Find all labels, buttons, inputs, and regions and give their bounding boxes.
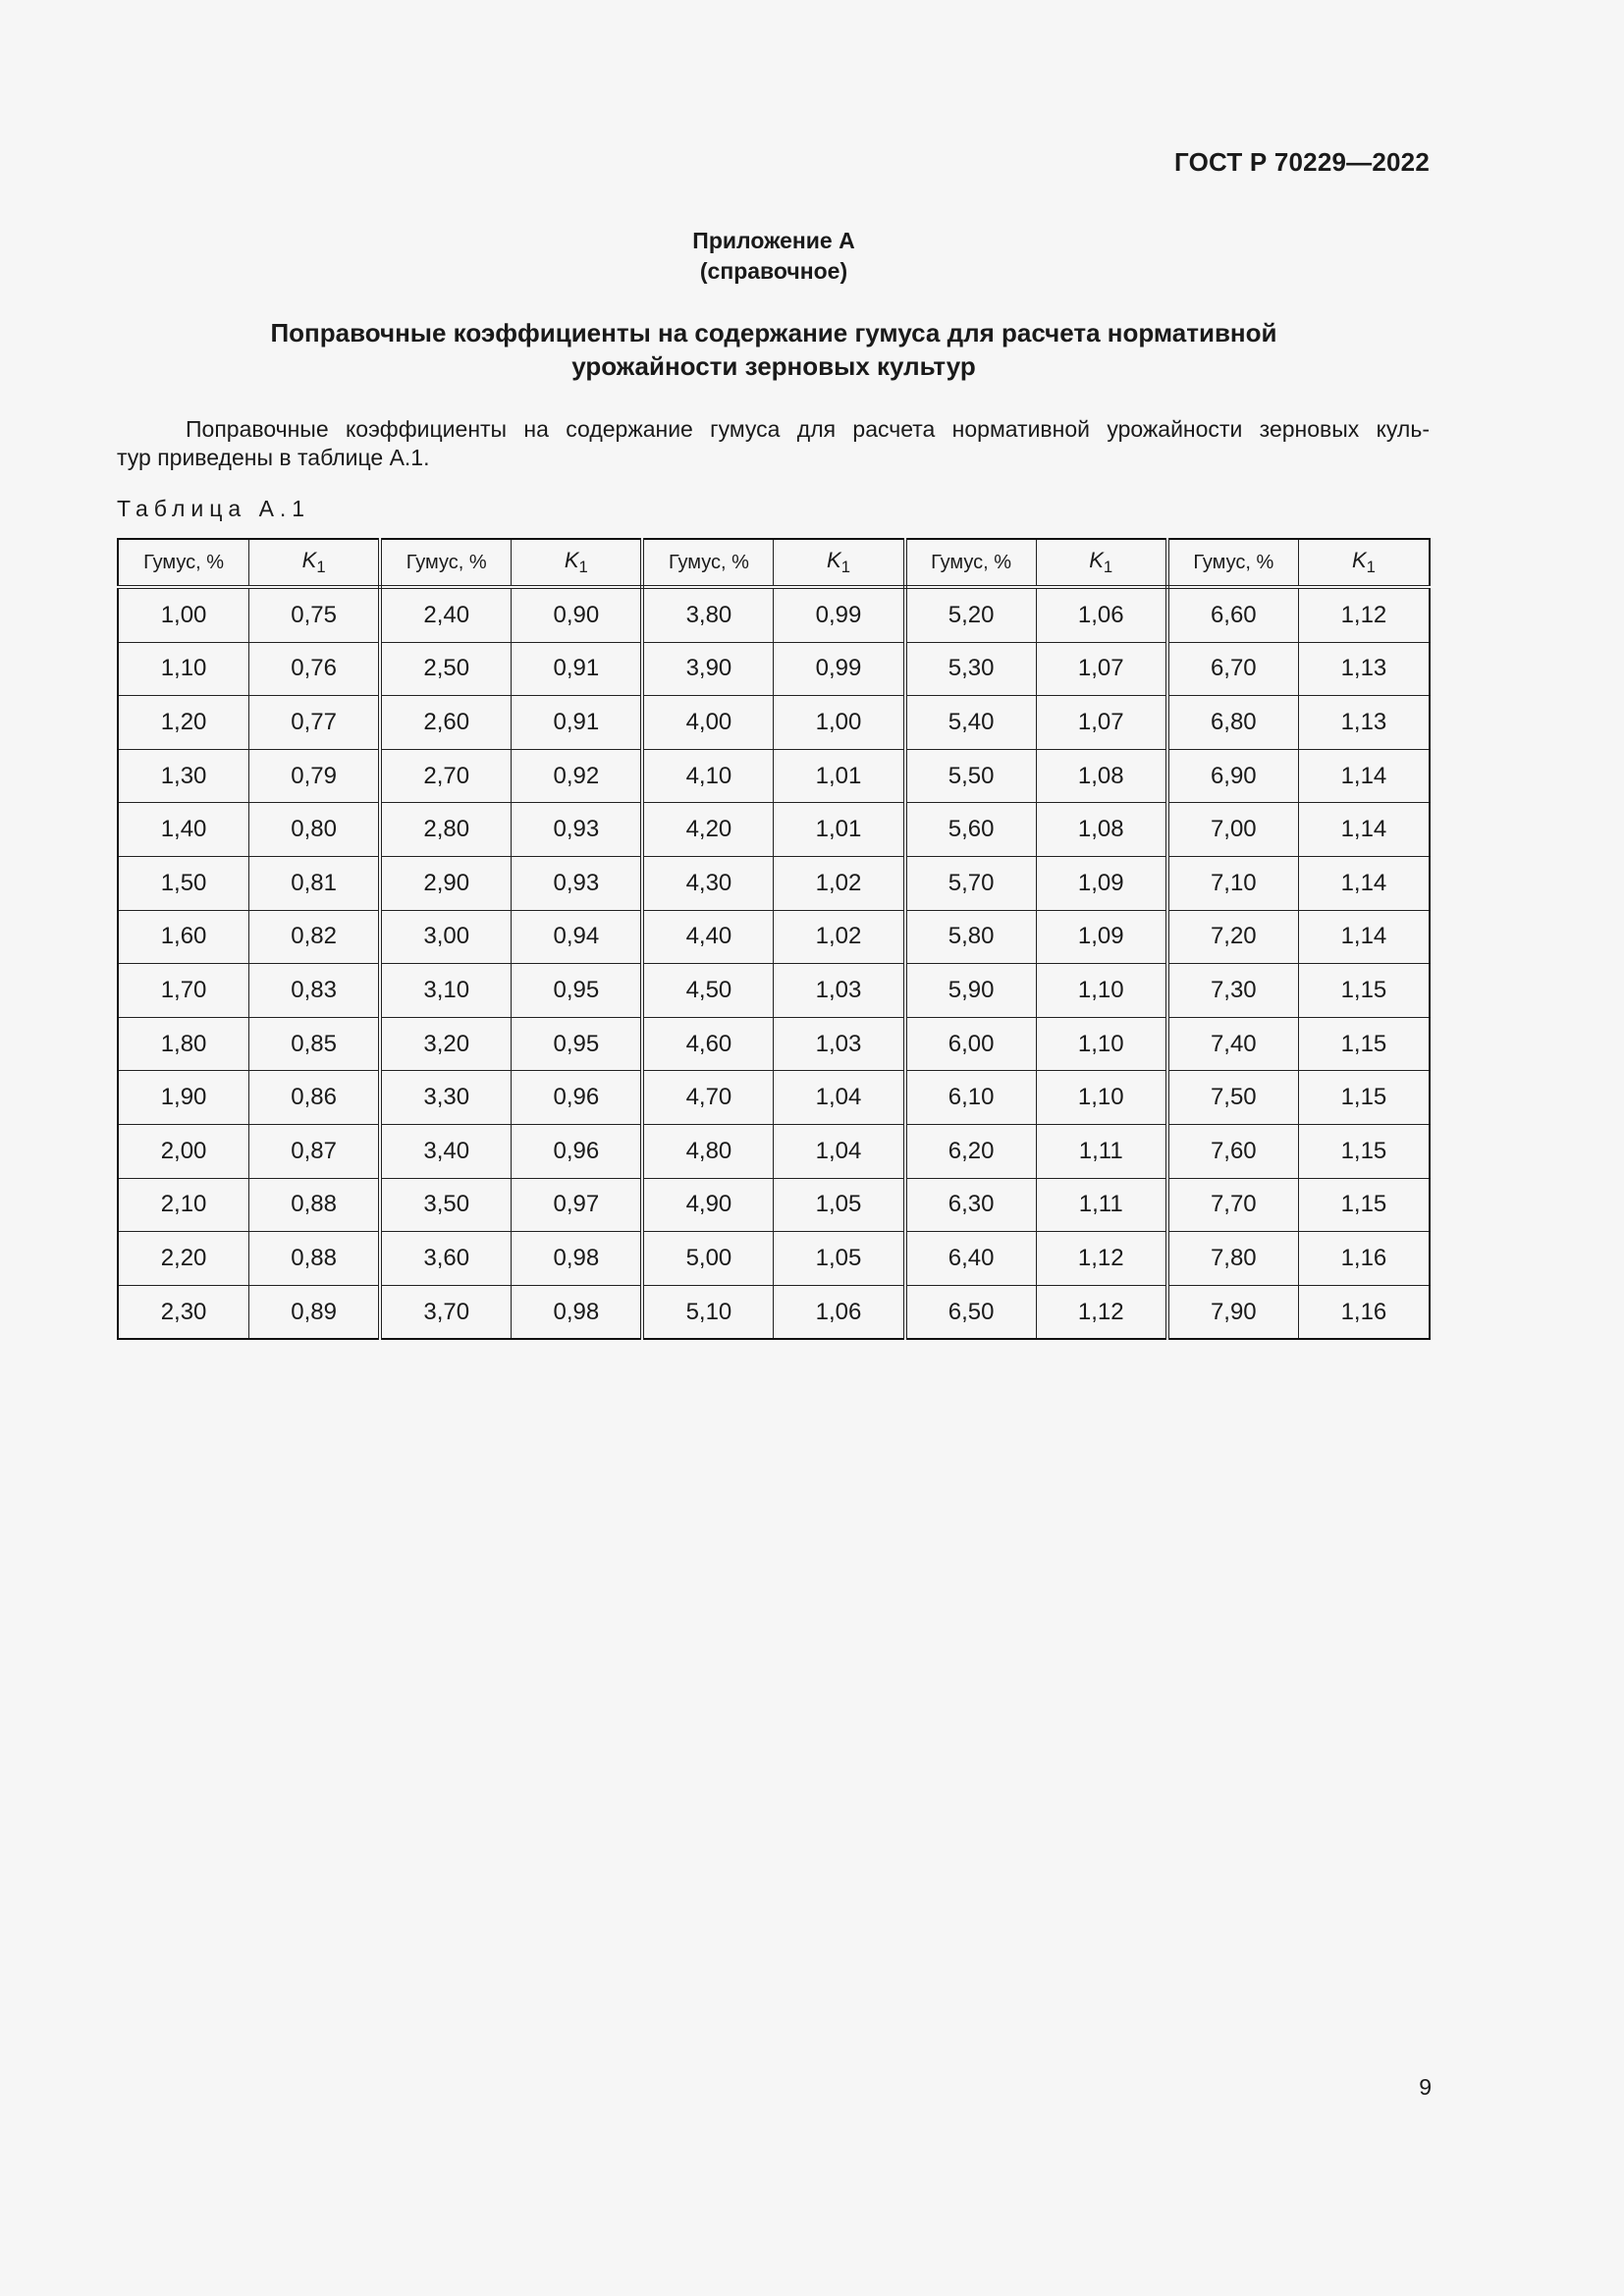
- humus-value-cell: 7,80: [1167, 1232, 1299, 1286]
- header-k-symbol: K: [1089, 548, 1104, 572]
- humus-value-cell: 6,70: [1167, 642, 1299, 696]
- humus-value-cell: 6,80: [1167, 696, 1299, 750]
- table-row: [118, 803, 1430, 857]
- k1-value-cell: 1,04: [774, 1071, 905, 1125]
- humus-value-cell: 4,90: [642, 1178, 774, 1232]
- humus-value-cell: 6,00: [905, 1017, 1037, 1071]
- humus-value-cell: 7,50: [1167, 1071, 1299, 1125]
- k1-value-cell: 1,16: [1298, 1232, 1430, 1286]
- header-k1: [249, 539, 381, 587]
- header-k-subscript: 1: [578, 558, 588, 576]
- table-row: [118, 964, 1430, 1018]
- k1-value-cell: 1,15: [1298, 1178, 1430, 1232]
- appendix-heading: [0, 226, 1547, 287]
- k1-value-cell: 1,12: [1298, 587, 1430, 642]
- k1-value-cell: 1,02: [774, 856, 905, 910]
- k1-value-cell: 0,76: [249, 642, 381, 696]
- humus-value-cell: 4,70: [642, 1071, 774, 1125]
- humus-value-cell: 4,10: [642, 749, 774, 803]
- k1-value-cell: 1,14: [1298, 749, 1430, 803]
- header-humus: Гумус, %: [118, 539, 249, 587]
- intro-paragraph: [117, 415, 1430, 472]
- humus-value-cell: 1,10: [118, 642, 249, 696]
- k1-value-cell: 1,08: [1036, 749, 1167, 803]
- humus-value-cell: 3,10: [380, 964, 512, 1018]
- humus-value-cell: 5,90: [905, 964, 1037, 1018]
- k1-value-cell: 0,98: [512, 1232, 643, 1286]
- k1-value-cell: 1,16: [1298, 1285, 1430, 1339]
- table-row: [118, 910, 1430, 964]
- k1-value-cell: 0,83: [249, 964, 381, 1018]
- humus-value-cell: 5,80: [905, 910, 1037, 964]
- table-row: [118, 856, 1430, 910]
- table-row: [118, 749, 1430, 803]
- humus-value-cell: 3,70: [380, 1285, 512, 1339]
- humus-value-cell: 1,90: [118, 1071, 249, 1125]
- k1-value-cell: 1,15: [1298, 1124, 1430, 1178]
- k1-value-cell: 1,11: [1036, 1124, 1167, 1178]
- humus-value-cell: 6,20: [905, 1124, 1037, 1178]
- humus-value-cell: 7,90: [1167, 1285, 1299, 1339]
- humus-value-cell: 6,10: [905, 1071, 1037, 1125]
- humus-value-cell: 7,20: [1167, 910, 1299, 964]
- header-k1: [1298, 539, 1430, 587]
- k1-value-cell: 1,11: [1036, 1178, 1167, 1232]
- humus-value-cell: 2,10: [118, 1178, 249, 1232]
- humus-value-cell: 5,30: [905, 642, 1037, 696]
- k1-value-cell: 0,96: [512, 1124, 643, 1178]
- humus-value-cell: 1,00: [118, 587, 249, 642]
- header-humus: Гумус, %: [1167, 539, 1299, 587]
- humus-value-cell: 5,00: [642, 1232, 774, 1286]
- k1-value-cell: 0,90: [512, 587, 643, 642]
- humus-value-cell: 4,20: [642, 803, 774, 857]
- humus-value-cell: 2,70: [380, 749, 512, 803]
- humus-value-cell: 3,60: [380, 1232, 512, 1286]
- humus-value-cell: 4,30: [642, 856, 774, 910]
- k1-value-cell: 0,88: [249, 1178, 381, 1232]
- header-humus: Гумус, %: [642, 539, 774, 587]
- humus-value-cell: 7,40: [1167, 1017, 1299, 1071]
- k1-value-cell: 1,05: [774, 1178, 905, 1232]
- humus-value-cell: 5,40: [905, 696, 1037, 750]
- k1-value-cell: 0,81: [249, 856, 381, 910]
- appendix-name: Приложение А: [692, 228, 855, 253]
- humus-value-cell: 6,60: [1167, 587, 1299, 642]
- humus-value-cell: 5,10: [642, 1285, 774, 1339]
- k1-value-cell: 0,95: [512, 1017, 643, 1071]
- header-row: [118, 539, 1430, 587]
- k1-value-cell: 0,93: [512, 856, 643, 910]
- humus-value-cell: 2,80: [380, 803, 512, 857]
- humus-value-cell: 4,50: [642, 964, 774, 1018]
- humus-value-cell: 4,40: [642, 910, 774, 964]
- document-id: ГОСТ Р 70229—2022: [1174, 147, 1430, 177]
- k1-value-cell: 1,09: [1036, 910, 1167, 964]
- k1-value-cell: 0,97: [512, 1178, 643, 1232]
- humus-value-cell: 3,50: [380, 1178, 512, 1232]
- k1-value-cell: 1,01: [774, 749, 905, 803]
- k1-value-cell: 0,96: [512, 1071, 643, 1125]
- k1-value-cell: 0,99: [774, 587, 905, 642]
- header-k1: [512, 539, 643, 587]
- humus-value-cell: 7,60: [1167, 1124, 1299, 1178]
- table-row: [118, 642, 1430, 696]
- k1-value-cell: 0,92: [512, 749, 643, 803]
- humus-value-cell: 2,20: [118, 1232, 249, 1286]
- k1-value-cell: 1,03: [774, 964, 905, 1018]
- intro-paragraph-line-1: Поправочные коэффициенты на содержание гумуса для расчета нормативной урожайности зерновых куль-: [186, 416, 1430, 442]
- table-row: [118, 1285, 1430, 1339]
- humus-value-cell: 7,30: [1167, 964, 1299, 1018]
- k1-value-cell: 1,15: [1298, 1017, 1430, 1071]
- header-humus: Гумус, %: [905, 539, 1037, 587]
- humus-value-cell: 6,30: [905, 1178, 1037, 1232]
- humus-value-cell: 2,90: [380, 856, 512, 910]
- header-k-symbol: K: [827, 548, 841, 572]
- k1-value-cell: 1,07: [1036, 642, 1167, 696]
- k1-value-cell: 0,98: [512, 1285, 643, 1339]
- humus-value-cell: 3,90: [642, 642, 774, 696]
- k1-value-cell: 1,14: [1298, 803, 1430, 857]
- humus-value-cell: 3,80: [642, 587, 774, 642]
- k1-value-cell: 0,85: [249, 1017, 381, 1071]
- k1-value-cell: 1,12: [1036, 1232, 1167, 1286]
- k1-value-cell: 1,13: [1298, 696, 1430, 750]
- k1-value-cell: 1,13: [1298, 642, 1430, 696]
- k1-value-cell: 1,06: [1036, 587, 1167, 642]
- humus-value-cell: 5,20: [905, 587, 1037, 642]
- humus-value-cell: 1,50: [118, 856, 249, 910]
- humus-value-cell: 1,80: [118, 1017, 249, 1071]
- header-k-subscript: 1: [840, 558, 850, 576]
- table-row: [118, 1178, 1430, 1232]
- humus-value-cell: 2,40: [380, 587, 512, 642]
- k1-value-cell: 0,79: [249, 749, 381, 803]
- humus-value-cell: 4,60: [642, 1017, 774, 1071]
- header-k-symbol: K: [564, 548, 579, 572]
- k1-value-cell: 1,00: [774, 696, 905, 750]
- k1-value-cell: 0,77: [249, 696, 381, 750]
- k1-value-cell: 1,10: [1036, 964, 1167, 1018]
- k1-value-cell: 1,05: [774, 1232, 905, 1286]
- appendix-type: (справочное): [699, 258, 848, 284]
- k1-value-cell: 0,93: [512, 803, 643, 857]
- section-title-line-1: Поправочные коэффициенты на содержание гумуса для расчета нормативной: [270, 318, 1277, 347]
- k1-value-cell: 0,86: [249, 1071, 381, 1125]
- humus-value-cell: 1,40: [118, 803, 249, 857]
- humus-value-cell: 4,80: [642, 1124, 774, 1178]
- humus-value-cell: 4,00: [642, 696, 774, 750]
- k1-value-cell: 1,10: [1036, 1071, 1167, 1125]
- k1-value-cell: 1,10: [1036, 1017, 1167, 1071]
- humus-value-cell: 7,10: [1167, 856, 1299, 910]
- humus-value-cell: 1,30: [118, 749, 249, 803]
- humus-value-cell: 3,00: [380, 910, 512, 964]
- k1-value-cell: 1,04: [774, 1124, 905, 1178]
- header-k-subscript: 1: [1366, 558, 1376, 576]
- humus-value-cell: 1,20: [118, 696, 249, 750]
- header-k1: [774, 539, 905, 587]
- k1-value-cell: 1,02: [774, 910, 905, 964]
- humus-coefficients-table: [117, 538, 1431, 1340]
- table-row: [118, 696, 1430, 750]
- table-row: [118, 587, 1430, 642]
- k1-value-cell: 1,07: [1036, 696, 1167, 750]
- table-row: [118, 1071, 1430, 1125]
- humus-value-cell: 2,60: [380, 696, 512, 750]
- k1-value-cell: 0,94: [512, 910, 643, 964]
- humus-value-cell: 3,20: [380, 1017, 512, 1071]
- k1-value-cell: 0,88: [249, 1232, 381, 1286]
- humus-value-cell: 6,90: [1167, 749, 1299, 803]
- header-humus: Гумус, %: [380, 539, 512, 587]
- k1-value-cell: 1,01: [774, 803, 905, 857]
- humus-value-cell: 1,60: [118, 910, 249, 964]
- k1-value-cell: 1,14: [1298, 856, 1430, 910]
- table-row: [118, 1124, 1430, 1178]
- humus-value-cell: 2,00: [118, 1124, 249, 1178]
- k1-value-cell: 1,15: [1298, 1071, 1430, 1125]
- k1-value-cell: 1,15: [1298, 964, 1430, 1018]
- humus-value-cell: 6,50: [905, 1285, 1037, 1339]
- header-k1: [1036, 539, 1167, 587]
- table-row: [118, 1232, 1430, 1286]
- k1-value-cell: 1,03: [774, 1017, 905, 1071]
- section-title-line-2: урожайности зерновых культур: [571, 351, 976, 381]
- humus-value-cell: 6,40: [905, 1232, 1037, 1286]
- intro-paragraph-line-2: тур приведены в таблице А.1.: [117, 445, 430, 470]
- table-header: [118, 539, 1430, 587]
- humus-value-cell: 3,40: [380, 1124, 512, 1178]
- humus-value-cell: 7,70: [1167, 1178, 1299, 1232]
- table-caption: Таблица А.1: [117, 496, 311, 521]
- k1-value-cell: 0,75: [249, 587, 381, 642]
- k1-value-cell: 1,14: [1298, 910, 1430, 964]
- humus-value-cell: 3,30: [380, 1071, 512, 1125]
- humus-value-cell: 5,50: [905, 749, 1037, 803]
- humus-value-cell: 2,50: [380, 642, 512, 696]
- humus-value-cell: 5,60: [905, 803, 1037, 857]
- humus-value-cell: 7,00: [1167, 803, 1299, 857]
- header-k-symbol: K: [1351, 548, 1367, 572]
- humus-value-cell: 5,70: [905, 856, 1037, 910]
- k1-value-cell: 0,89: [249, 1285, 381, 1339]
- k1-value-cell: 1,12: [1036, 1285, 1167, 1339]
- section-title: [0, 316, 1547, 383]
- k1-value-cell: 0,82: [249, 910, 381, 964]
- header-k-subscript: 1: [316, 558, 326, 576]
- k1-value-cell: 1,09: [1036, 856, 1167, 910]
- k1-value-cell: 0,91: [512, 642, 643, 696]
- k1-value-cell: 1,08: [1036, 803, 1167, 857]
- k1-value-cell: 1,06: [774, 1285, 905, 1339]
- humus-value-cell: 2,30: [118, 1285, 249, 1339]
- k1-value-cell: 0,80: [249, 803, 381, 857]
- header-k-subscript: 1: [1103, 558, 1113, 576]
- humus-value-cell: 1,70: [118, 964, 249, 1018]
- k1-value-cell: 0,91: [512, 696, 643, 750]
- k1-value-cell: 0,95: [512, 964, 643, 1018]
- table-row: [118, 1017, 1430, 1071]
- k1-value-cell: 0,87: [249, 1124, 381, 1178]
- k1-value-cell: 0,99: [774, 642, 905, 696]
- header-k-symbol: K: [301, 548, 317, 572]
- page-number: 9: [1419, 2074, 1432, 2100]
- table-body: [118, 587, 1430, 1339]
